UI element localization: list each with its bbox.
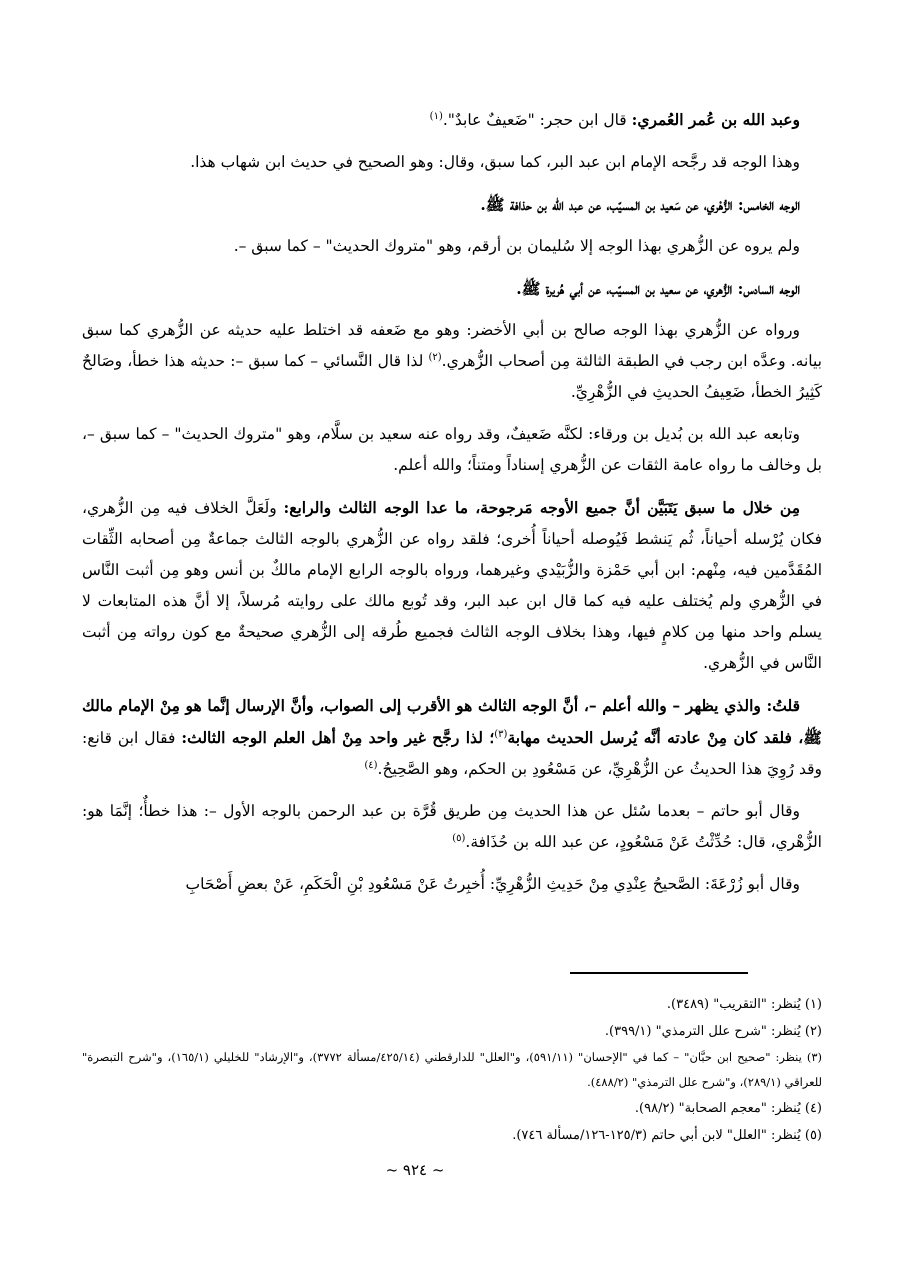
paragraph-10 [82,796,822,858]
footnote-4: (٤) يُنظر: "معجم الصحابة" (٩٨/٢). [634,1101,822,1116]
paragraph-9 [82,690,822,785]
main-text [82,104,822,911]
author-opinion: قلتُ: والذي يظهر – والله أعلم –، أنَّ الوجه الثالث هو الأقرب إلى الصواب، وأنَّ الإرسال إنَّما هو مِنْ الإمام مالك ﷺ، فلقد كان مِنْ عادته أنَّه يُرسل الحديث مهابة [82,696,822,747]
heading-fifth-aspect: الوجه الخامس: الزُّهْري، عن سَعيد بن المسيّب، عن عبد الله بن حذافة ﷺ. [480,195,800,214]
footnote-3: (٣) ينظر: "صحيح ابن حبَّان" – كما في "الإحسان" (٥٩١/١١)، و"العلل" للدارقطني (٤٢٥/١٤/مسألة ٣٧٧٢)، و"الإرشاد" للخليلي (١٦٥/١)، و"شرح التبصرة" للعراقي (٢٨٩/١)، و"شرح علل الترمذي" (٤٨٨/٢). [82,1050,823,1089]
heading-sixth-aspect: الوجه السادس: الزُّهري، عن سعيد بن المسيّب، عن أبي هُريرة ﷺ. [516,279,800,298]
footnote-5: (٥) يُنظر: "العلل" لابن أبي حاتم (١٢٥/٣-١٢٦/مسألة ٧٤٦). [512,1128,822,1143]
footnote-ref[interactable]: (٣) [494,728,508,740]
paragraph-1 [82,104,822,136]
narrator-name: وعبد الله بن عُمر العُمري: [631,110,800,129]
paragraph-text: قال ابن حجر: "ضَعيفٌ عابدٌ". [442,111,632,129]
paragraph-text: ورواه عن الزُّهري بهذا الوجه صالح بن أبي الأخضر: وهو مع ضَعفه قد اختلط عليه حديثه عن الزُّهري كما سبق بيانه. وعدَّه ابن رجب في الطبقة الثالثة مِن أصحاب الزُّهري. [82,321,822,370]
page-number: ~ ٩٢٤ ~ [385,1161,445,1179]
paragraph-text: لذا قال النَّسائي – كما سبق –: حديثه هذا خطأ، وصَالحٌ كَثِيرُ الخطأ، ضَعِيفُ الحديثِ في الزُّهْرِيِّ. [82,352,822,401]
footnote-2: (٢) يُنظر: "شرح علل الترمذي" (٣٩٩/١). [604,1024,822,1039]
footnote-ref[interactable]: (٤) [364,759,378,771]
footnote-1: (١) يُنظر: "التقريب" (٣٤٨٩). [666,997,822,1012]
paragraph-7: وتابعه عبد الله بن بُديل بن ورقاء: لكنَّه ضَعيفٌ، وقد رواه عنه سعيد بن سلَّام، وهو "متروك الحديث" – كما سبق –، بل وخالف ما رواه عامة الثقات عن الزُّهري إسناداً ومتناً؛ والله أعلم. [82,425,822,474]
paragraph-text: ولَعَلَّ الخلاف فيه مِن الزُّهري، فكان يُرْسله أحياناً، ثُم يَنشط فَيُوصله أحياناً أُخرى؛ فلقد رواه عن الزُّهري بالوجه الثالث جماعةٌ مِن أصحابه الثِّقات المُقَدَّمين فيه، مِنْهم: ابن أبي حَمْزة والزُّبَيْدي وغيرهما، ورواه بالوجه الرابع الإمام مالكٌ بن أنس وهو مِن أثبت النَّاس في الزُّهري ولم يُختلف عليه فيه كما قال ابن عبد البر، وقد تُوبع مالك على روايته مُرسلاً، إلا أنَّ هذه المتابعات لا يسلم واحد منها مِن كلامٍ فيها، وهذا بخلاف الوجه الثالث فجميع طُرقه إلى الزُّهري صحيحةٌ مع كون رواته مِن أثبت النَّاس في الزُّهري. [82,499,822,672]
paragraph-text: وقال أبو حاتم – بعدما سُئل عن هذا الحديث مِن طريق قُرَّة بن عبد الرحمن بالوجه الأول –: هذا خطأٌ؛ إنَّمَا هو: الزُّهْري، قال: حُدِّثْتُ عَنْ مَسْعُودٍ، عن عبد الله بن حُذَافة. [82,802,822,851]
conclusion-heading: مِن خلال ما سبق يَتَبَيَّن أنَّ جميع الأوجه مَرجوحة، ما عدا الوجه الثالث والرابع: [283,498,800,517]
paragraph-2: وهذا الوجه قد رجَّحه الإمام ابن عبد البر، كما سبق، وقال: وهو الصحيح في حديث ابن شهاب هذا. [190,153,800,171]
author-opinion: ؛ لذا رجَّح غير واحد مِنْ أهل العلم الوجه الثالث: [181,728,495,747]
footnote-divider [570,972,748,974]
paragraph-text: فقال ابن قانع: وقد رُوِيَ هذا الحديثُ عن الزُّهْرِيِّ، عن مَسْعُودِ بن الحكم، وهو الصَّحِيحُ. [82,729,822,778]
paragraph-8 [82,492,822,679]
footnote-ref[interactable]: (١) [429,110,443,122]
footnotes [82,991,822,1149]
footnote-ref[interactable]: (٢) [428,351,442,363]
paragraph-4: ولم يروه عن الزُّهري بهذا الوجه إلا سُليمان بن أرقم، وهو "متروك الحديث" – كما سبق –. [233,237,800,255]
paragraph-6 [82,315,822,408]
footnote-ref[interactable]: (٥) [452,832,466,844]
paragraph-11: وقال أبو زُرْعَةَ: الصَّحيحُ عِنْدِي مِنْ حَدِيثِ الزُّهْرِيِّ: أُخبِرتُ عَنْ مَسْعُودِ بْنِ الْحَكَمِ، عَنْ بعضِ أَصْحَابِ [185,875,800,893]
